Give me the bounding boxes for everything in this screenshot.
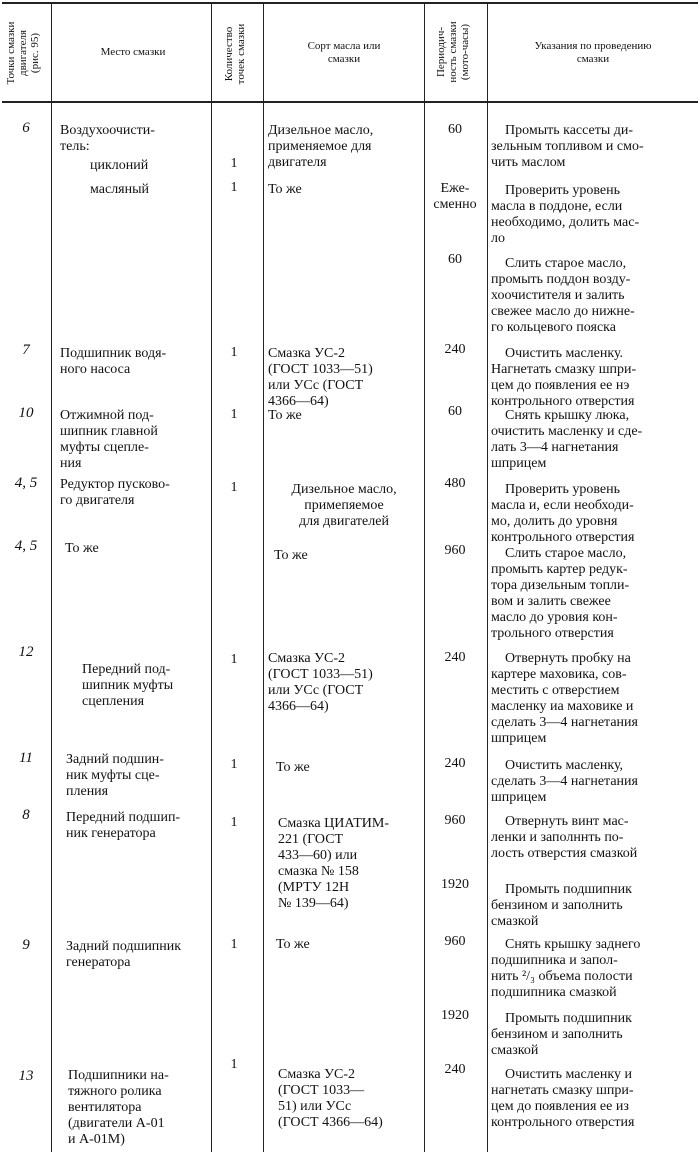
period: 240 [444,756,466,771]
lubrication-place: масляный [90,182,150,197]
instructions: Снять крышку заднего подшипника и запол- нить ²/₃ объема полости подшипника смазкой [491,937,641,1000]
header-points: Точки смазки двигателя (рис. 95) [5,21,41,85]
period: Еже- сменно [433,181,477,212]
column-divider [211,2,212,1152]
oil-grade: То же [268,182,302,197]
points-count: 1 [230,480,238,495]
header-qty: Количество точек смазки [223,23,247,85]
points-count: 1 [230,757,238,772]
instructions: Отвернуть винт мас- ленки и заполннть по- лость отверстия смазкой [491,814,638,861]
period: 960 [444,934,466,949]
point-number: 9 [22,937,30,953]
points-count: 1 [230,407,238,422]
point-number: 13 [18,1068,34,1084]
points-count: 1 [230,937,238,952]
header-place: Место смазки [100,46,166,58]
point-number: 4, 5 [14,538,38,554]
period: 480 [444,476,466,491]
period: 960 [444,543,466,558]
point-number: 4, 5 [14,475,38,491]
instructions: Слить старое масло, промыть картер редук- тора дизельным топли- вом и залить свежее масло до уровия кон- трольного отверстия [491,546,630,641]
lubrication-place: Задний подшин- ник муфты сце- пления [66,752,164,799]
period: 1920 [441,877,469,892]
period: 60 [448,252,462,267]
lubrication-place: Отжимной под- шипник главной муфты сцепле- ния [60,408,158,471]
instructions: Снять крышку люка, очистить масленку и сде- лать 3—4 нагнетания шприцем [491,408,643,471]
points-count: 1 [230,815,238,830]
instructions: Промыть подшипник бензином и заполнить смазкой [491,882,632,929]
instructions: Проверить уровень масла в поддоне, если необходимо, долить мас- ло [491,183,640,246]
column-divider [263,2,264,1152]
lubrication-place: То же [65,541,99,556]
points-count: 1 [230,1057,238,1072]
period: 240 [444,650,466,665]
header-period: Периодич- ность смазки (мото-часы) [435,21,471,83]
oil-grade: То же [276,937,310,952]
lubrication-place: Передний под- шипник муфты сцепления [82,662,174,709]
header-bottom-rule [2,101,698,103]
oil-grade: То же [276,760,310,775]
lubrication-place: Передний подшип- ник генератора [66,810,181,841]
oil-grade: Дизельное масло, применяемое для двигателя [268,123,374,170]
period: 240 [444,342,466,357]
lubrication-place: Редуктор пусково- го двигателя [60,477,170,508]
instructions: Промыть подшипник бензином и заполнить смазкой [491,1011,632,1058]
point-number: 7 [22,342,30,358]
instructions: Проверить уровень масла и, если необходи- мо, долить до уровня контрольного отверстия [491,482,635,545]
point-number: 8 [22,807,30,823]
oil-grade: Смазка ЦИАТИМ- 221 (ГОСТ 433—60) или смазка № 158 (МРТУ 12Н № 139—64) [278,816,390,911]
points-count: 1 [230,652,238,667]
oil-grade: Смазка УС-2 (ГОСТ 1033—51) или УСс (ГОСТ 4366—64) [268,346,373,409]
instructions: Слить старое масло, промыть поддон возду- хоочистителя и залить свежее масло до нижне- го кольцевого пояска [491,256,635,335]
oil-grade: Смазка УС-2 (ГОСТ 1033— 51) или УСс (ГОСТ 4366—64) [278,1067,383,1130]
point-number: 10 [18,405,34,421]
header-oil: Сорт масла или смазки [307,40,381,65]
header-instructions: Указания по проведению смазки [534,40,652,65]
instructions: Отвернуть пробку на картере маховика, сов- местить с отверстием масленку иа маховике и сделать 3—4 нагнетания шприцем [491,651,638,746]
period: 240 [444,1062,466,1077]
point-number: 12 [18,644,34,660]
lubrication-place: Воздухоочисти- тель: [60,123,155,154]
table-top-rule [2,2,698,4]
instructions: Промыть кассеты ди- зельным топливом и смо- чить маслом [491,123,644,170]
oil-grade: То же [274,548,308,563]
points-count: 1 [230,345,238,360]
period: 60 [448,122,462,137]
lubrication-place: циклоний [90,158,149,173]
points-count: 1 [230,156,238,171]
oil-grade: Дизельное масло, примепяемое для двигателей [291,482,397,529]
lubrication-place: Подшипники на- тяжного ролика вентилятора (двигатели А-01 и А-01М) [68,1068,169,1147]
instructions: Очистить масленку. Нагнетать смазку шпри- цем до появления ее нэ контрольного отверстия [491,346,637,409]
oil-grade: То же [268,408,302,423]
period: 1920 [441,1008,469,1023]
point-number: 6 [22,120,30,136]
instructions: Очистить масленку и нагнетать смазку шпри- цем до появления ее из контрольного отверстия [491,1067,635,1130]
column-divider [51,2,52,1152]
column-divider [487,2,488,1152]
point-number: 11 [19,750,33,766]
period: 60 [448,404,462,419]
points-count: 1 [230,180,238,195]
instructions: Очистить масленку, сделать 3—4 нагнетания шприцем [491,758,638,805]
oil-grade: Смазка УС-2 (ГОСТ 1033—51) или УСс (ГОСТ 4366—64) [268,651,373,714]
period: 960 [444,813,466,828]
lubrication-place: Подшипник водя- ного насоса [60,346,167,377]
column-divider [424,2,425,1152]
lubrication-place: Задний подшипник генератора [66,939,182,970]
